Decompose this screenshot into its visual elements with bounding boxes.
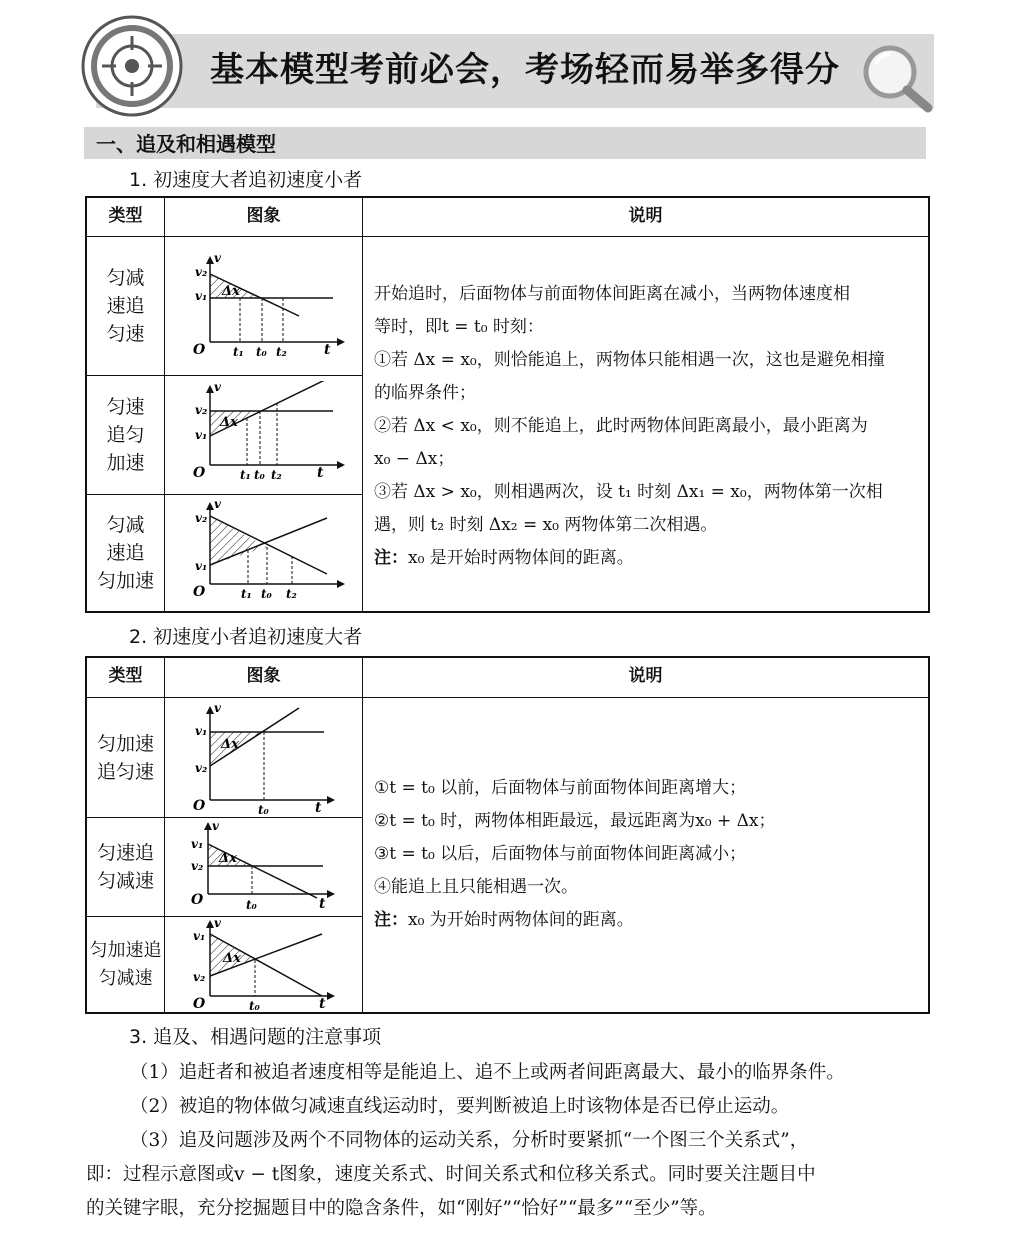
svg-text:Δx: Δx [222, 284, 240, 299]
svg-text:v₁: v₁ [191, 837, 204, 851]
svg-text:t₁: t₁ [240, 468, 251, 482]
svg-text:v₂: v₂ [195, 403, 208, 417]
table-part2 [85, 656, 930, 1014]
svg-text:Δx: Δx [220, 415, 238, 430]
svg-text:t₂: t₂ [276, 345, 287, 359]
svg-text:O: O [191, 892, 204, 908]
svg-text:v: v [214, 702, 221, 715]
svg-text:v: v [214, 251, 221, 265]
header-graph: 图象 [246, 206, 281, 226]
svg-text:t₁: t₁ [233, 345, 244, 359]
vt-graph [187, 702, 347, 816]
svg-text:t: t [319, 896, 326, 912]
svg-text:v: v [214, 381, 221, 394]
header-type: 类型 [108, 666, 143, 686]
svg-text:v₁: v₁ [195, 724, 208, 738]
svg-text:t₁: t₁ [241, 587, 252, 601]
svg-text:t₀: t₀ [261, 587, 272, 601]
type-cell: 匀加速追 匀减速 [89, 939, 162, 989]
svg-text:t: t [319, 996, 326, 1012]
svg-text:O: O [193, 465, 206, 481]
vt-graph [187, 498, 347, 610]
svg-text:v₂: v₂ [191, 859, 204, 873]
part3-heading: 3. 追及、相遇问题的注意事项 [129, 1026, 382, 1048]
header-desc: 说明 [628, 666, 663, 686]
vt-graph [187, 918, 347, 1012]
svg-text:v₂: v₂ [195, 761, 208, 775]
svg-text:Δx: Δx [219, 851, 237, 866]
svg-text:t₂: t₂ [271, 468, 282, 482]
svg-text:Δx: Δx [223, 951, 241, 966]
svg-text:O: O [193, 342, 206, 358]
svg-text:v₂: v₂ [195, 511, 208, 525]
svg-text:t: t [315, 800, 322, 816]
svg-text:O: O [193, 996, 206, 1012]
vt-graph [187, 381, 347, 493]
type-cell: 匀减 速追 匀速 [106, 267, 145, 345]
svg-text:t₀: t₀ [258, 803, 269, 816]
svg-text:t: t [317, 465, 324, 481]
header-graph: 图象 [246, 666, 281, 686]
part2-heading: 2. 初速度小者追初速度大者 [129, 626, 363, 648]
type-cell: 匀速 追匀 加速 [106, 396, 145, 474]
svg-text:t₀: t₀ [246, 898, 257, 912]
table-part1 [85, 196, 930, 613]
svg-text:O: O [193, 584, 206, 600]
svg-text:t₀: t₀ [249, 999, 260, 1012]
svg-text:v₂: v₂ [195, 265, 208, 279]
list-item: （3）追及问题涉及两个不同物体的运动关系，分析时要紧抓“一个图三个关系式”， [130, 1130, 809, 1151]
header-type: 类型 [108, 206, 143, 226]
svg-text:v₁: v₁ [193, 929, 206, 943]
svg-text:t₂: t₂ [286, 587, 297, 601]
section-title: 一、追及和相遇模型 [96, 132, 276, 156]
svg-text:v: v [214, 498, 221, 511]
list-item: （2）被追的物体做匀减速直线运动时，要判断被追上时该物体是否已停止运动。 [130, 1096, 790, 1117]
list-item: 的关键字眼，充分挖掘题目中的隐含条件，如“刚好”“恰好”“最多”“至少”等。 [86, 1198, 717, 1219]
type-cell: 匀速追 匀减速 [96, 842, 154, 892]
svg-text:t₀: t₀ [256, 345, 267, 359]
svg-text:v₁: v₁ [195, 428, 208, 442]
page-title: 基本模型考前必会，考场轻而易举多得分 [210, 50, 840, 90]
svg-text:v₁: v₁ [195, 289, 208, 303]
svg-text:v₁: v₁ [195, 559, 208, 573]
list-item: 即：过程示意图或v − t图象，速度关系式、时间关系式和位移关系式。同时要关注题目中 [86, 1164, 816, 1185]
type-cell: 匀减 速追 匀加速 [96, 514, 154, 592]
target-icon [80, 14, 184, 118]
svg-text:v: v [212, 820, 219, 833]
header-desc: 说明 [628, 206, 663, 226]
part1-heading: 1. 初速度大者追初速度小者 [129, 169, 363, 191]
svg-text:v: v [214, 918, 221, 930]
vt-graph [187, 820, 347, 914]
part1-description: 开始追时，后面物体与前面物体间距离在减小，当两物体速度相 等时，即t = t₀ 时刻： ①若 Δx = x₀，则恰能追上，两物体只能相遇一次，这也是避免相撞 的临界条件； ②若 Δx < x₀，则不能追上，此时两物体间距离最小，最小距离为 x₀ − Δx； ③若 Δx > x₀，则相遇两次，设 t₁ 时刻 Δx₁ = x₀，两物体第一次相 遇，则 t₂ 时刻 Δx₂ = x₀ 两物体第二次相遇。 注：x₀ 是开始时两物体间的距离。 [374, 284, 885, 568]
type-cell: 匀加速 追匀速 [96, 732, 154, 783]
svg-text:t₀: t₀ [254, 468, 265, 482]
magnifier-icon [856, 42, 936, 114]
vt-graph [187, 250, 347, 370]
list-item: （1）追赶者和被追者速度相等是能追上、追不上或两者间距离最大、最小的临界条件。 [130, 1062, 845, 1083]
svg-text:Δx: Δx [221, 737, 239, 752]
svg-text:O: O [193, 798, 206, 814]
svg-text:t: t [324, 342, 331, 358]
part2-description: ①t = t₀ 以前，后面物体与前面物体间距离增大； ②t = t₀ 时，两物体相距最远，最远距离为x₀ + Δx； ③t = t₀ 以后，后面物体与前面物体间距离减小； ④能追上且只能相遇一次。 注：x₀ 为开始时两物体间的距离。 [374, 778, 776, 930]
part3-notes [86, 1056, 934, 1226]
svg-text:v₂: v₂ [193, 970, 206, 984]
